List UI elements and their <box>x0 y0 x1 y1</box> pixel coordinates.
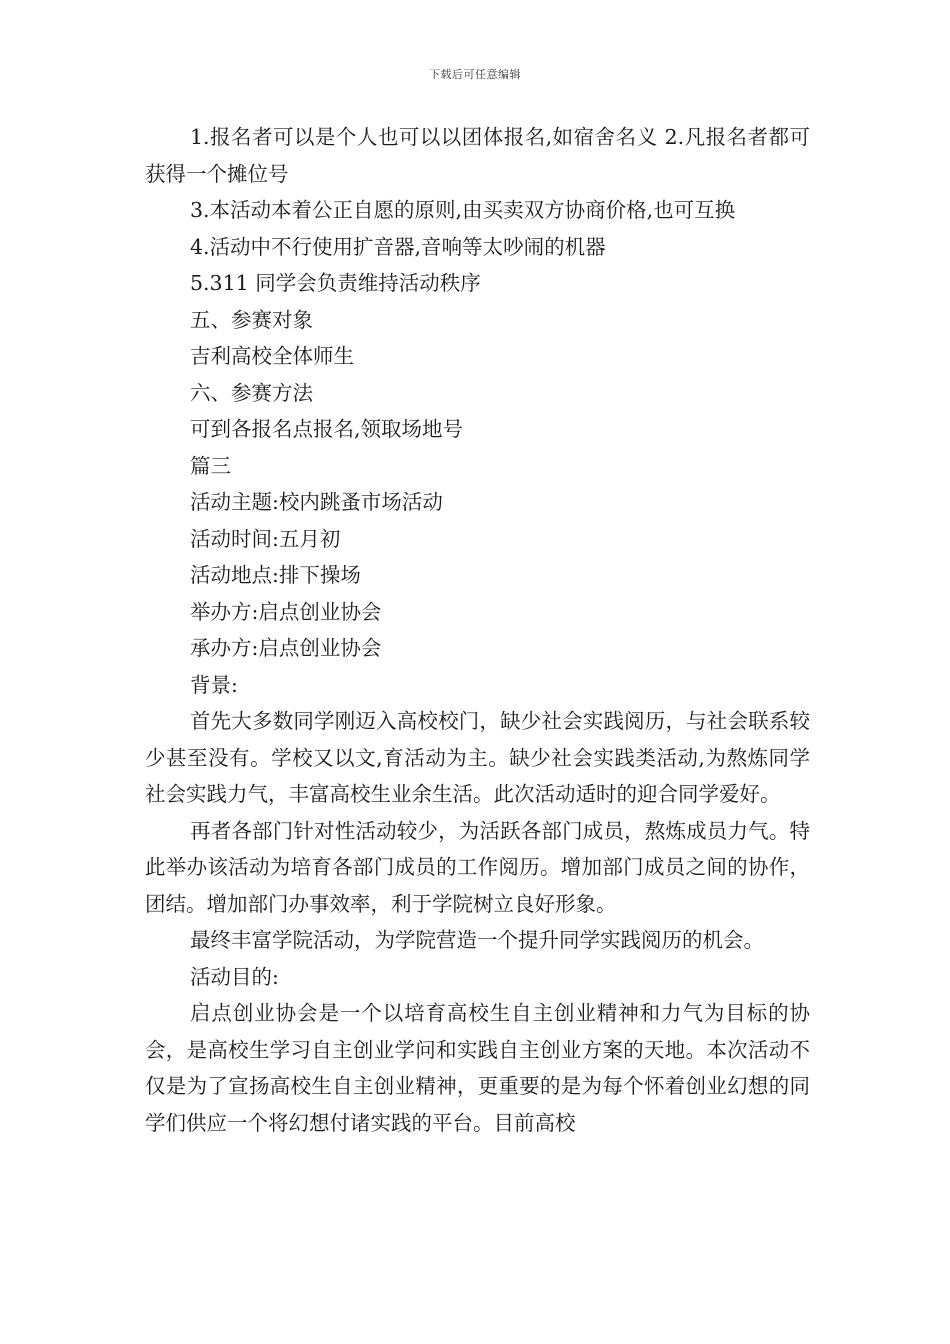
section-heading-purpose: 活动目的: <box>190 964 279 989</box>
paragraph-time: 活动时间:五月初 <box>190 526 341 551</box>
paragraph-participants: 吉利高校全体师生 <box>190 344 354 368</box>
page-header: 下载后可任意编辑 <box>429 68 521 81</box>
section-heading-participants: 五、参赛对象 <box>190 307 313 332</box>
document-body <box>145 119 810 1141</box>
paragraph-background-1: 首先大多数同学刚迈入高校校门，缺少社会实践阅历，与社会联系较少甚至没有。学校又以文,育活动为主。缺少社会实践类活动,为熬炼同学社会实践力气，丰富高校生业余生活。此次活动适时的迎合同学爱好。 <box>145 709 810 806</box>
paragraph-location: 活动地点:排下操场 <box>190 563 361 587</box>
section-heading-method: 六、参赛方法 <box>190 380 313 405</box>
paragraph-rule-5: 5.311 同学会负责维持活动秩序 <box>190 271 481 295</box>
paragraph-organizer: 承办方:启点创业协会 <box>190 636 382 660</box>
section-heading-background: 背景: <box>190 672 238 697</box>
paragraph-background-2: 再者各部门针对性活动较少，为活跃各部门成员，熬炼成员力气。特此举办该活动为培育各部门成员的工作阅历。增加部门成员之间的协作，团结。增加部门办事效率，利于学院树立良好形象。 <box>145 818 810 916</box>
paragraph-background-3: 最终丰富学院活动，为学院营造一个提升同学实践阅历的机会。 <box>190 928 764 952</box>
paragraph-method: 可到各报名点报名,领取场地号 <box>190 417 464 441</box>
paragraph-purpose: 启点创业协会是一个以培育高校生自主创业精神和力气为目标的协会，是高校生学习自主创业学问和实践自主创业方案的天地。本次活动不仅是为了宣扬高校生自主创业精神，更重要的是为每个怀着创业幻想的同学们供应一个将幻想付诸实践的平台。目前高校 <box>145 1001 810 1135</box>
paragraph-rules-1-2: 1.报名者可以是个人也可以以团体报名,如宿舍名义 2.凡报名者都可获得一个摊位号 <box>145 125 810 186</box>
paragraph-rule-3: 3.本活动本着公正自愿的原则,由买卖双方协商价格,也可互换 <box>190 198 736 222</box>
paragraph-rule-4: 4.活动中不行使用扩音器,音响等太吵闹的机器 <box>190 234 606 259</box>
paragraph-host: 举办方:启点创业协会 <box>190 599 382 624</box>
section-heading-part-three: 篇三 <box>190 453 231 478</box>
paragraph-theme: 活动主题:校内跳蚤市场活动 <box>190 490 443 514</box>
